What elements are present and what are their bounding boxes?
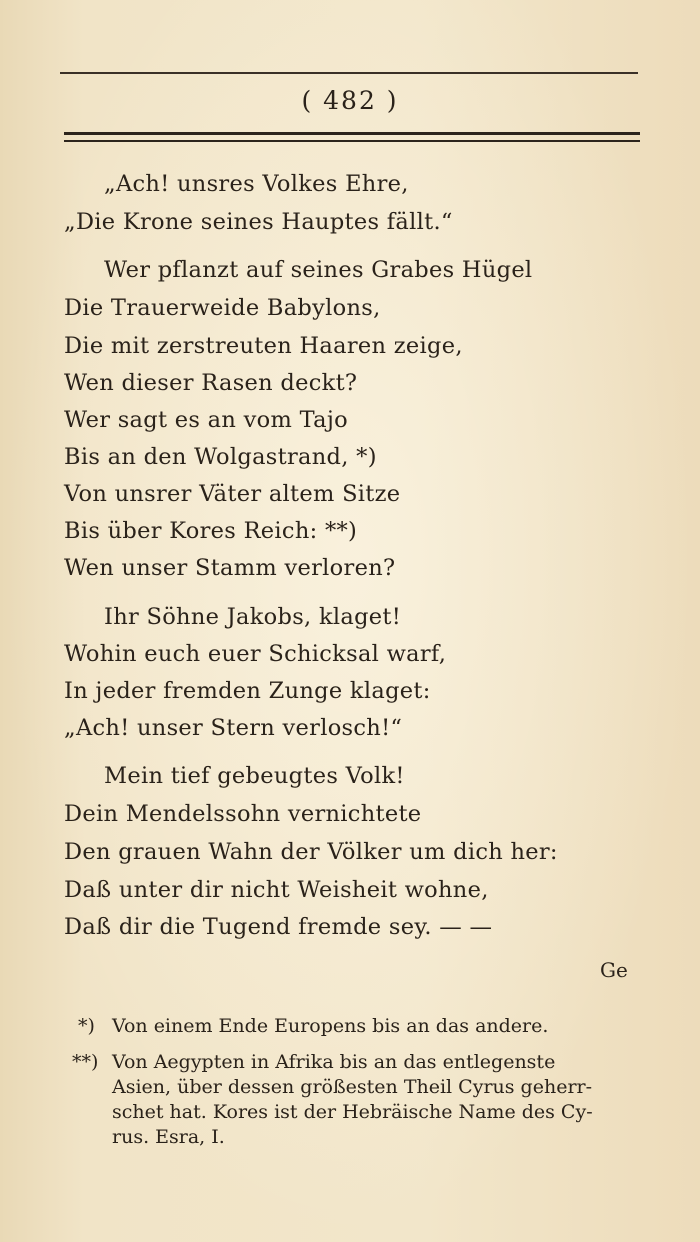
catchword: Ge (600, 958, 628, 982)
verse-line: „Ach! unsres Volkes Ehre, (104, 171, 409, 197)
header-rule (60, 72, 638, 74)
verse-line: Bis über Kores Reich: **) (64, 518, 358, 544)
verse-line: Wen dieser Rasen deckt? (64, 370, 358, 396)
verse-line: „Die Krone seines Hauptes fällt.“ (64, 209, 453, 235)
footnote-text: Von einem Ende Europens bis an das andere. (112, 1015, 549, 1037)
verse-line: Von unsrer Väter altem Sitze (64, 481, 401, 507)
verse-line: Wer pflanzt auf seines Grabes Hügel (104, 257, 533, 283)
page-number: ( 482 ) (301, 86, 399, 115)
verse-line: Daß unter dir nicht Weisheit wohne, (64, 877, 489, 903)
verse-line: Wer sagt es an vom Tajo (64, 407, 348, 433)
verse-line: In jeder fremden Zunge klaget: (64, 678, 431, 704)
footnote-text: rus. Esra, I. (112, 1126, 225, 1148)
footnote-text: Asien, über dessen größesten Theil Cyrus geherr- (112, 1076, 593, 1098)
verse-line: Wen unser Stamm verloren? (64, 555, 396, 581)
verse-line: Die mit zerstreuten Haaren zeige, (64, 333, 463, 359)
verse-line: „Ach! unser Stern verlosch!“ (64, 715, 403, 741)
verse-line: Mein tief gebeugtes Volk! (104, 763, 405, 789)
footnote-marker: **) (72, 1051, 99, 1073)
footnote-text: Von Aegypten in Afrika bis an das entlegenste (112, 1051, 556, 1073)
verse-line: Dein Mendelssohn vernichtete (64, 801, 422, 827)
verse-line: Bis an den Wolgastrand, *) (64, 444, 377, 470)
header-double-rule-upper (64, 132, 640, 135)
verse-line: Wohin euch euer Schicksal warf, (64, 641, 447, 667)
footnote-marker: *) (78, 1015, 95, 1037)
footnote-text: schet hat. Kores ist der Hebräische Name des Cy- (112, 1101, 593, 1123)
verse-line: Daß dir die Tugend fremde sey. — — (64, 914, 493, 940)
verse-line: Ihr Söhne Jakobs, klaget! (104, 604, 402, 630)
verse-line: Die Trauerweide Babylons, (64, 295, 381, 321)
header-double-rule-lower (64, 140, 640, 142)
verse-line: Den grauen Wahn der Völker um dich her: (64, 839, 558, 865)
